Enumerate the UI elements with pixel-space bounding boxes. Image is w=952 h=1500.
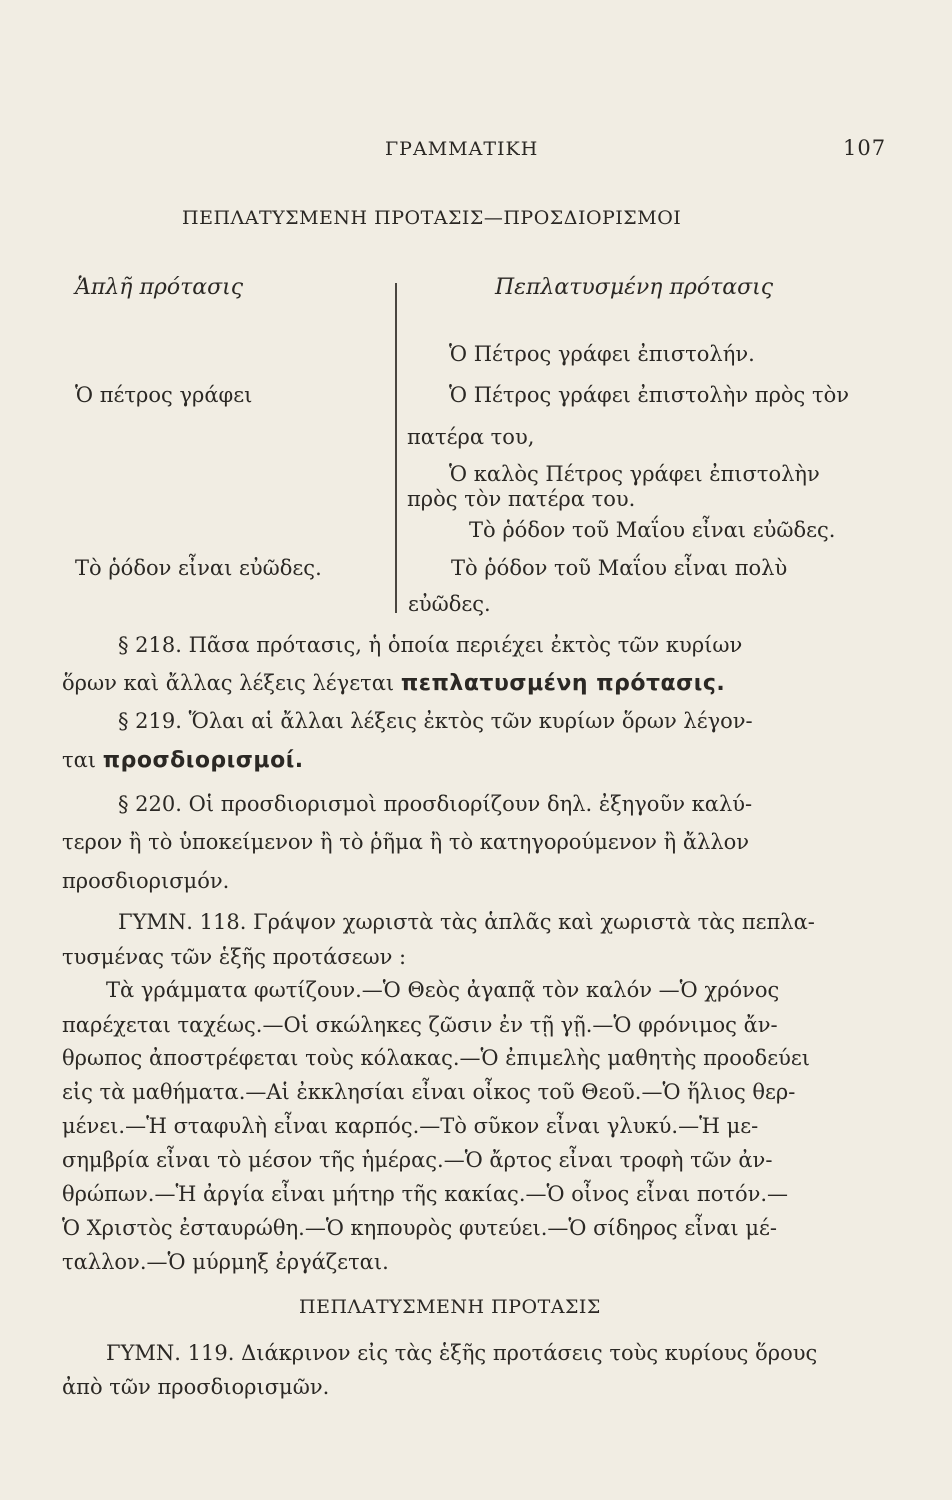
simple-sentence: Τὸ ῥόδον εἶναι εὐῶδες. (75, 556, 322, 580)
exercise-118-line: Τὰ γράμματα φωτίζουν.—Ὁ Θεὸς ἀγαπᾷ τὸν καλόν —Ὁ χρόνος (106, 978, 780, 1002)
exercise-118-line: θρώπων.—Ἡ ἀργία εἶναι μήτηρ τῆς κακίας.—Ὁ οἶνος εἶναι ποτόν.— (62, 1182, 789, 1206)
extended-sentence: εὐῶδες. (408, 592, 491, 616)
running-header: ΓΡΑΜΜΑΤΙΚΗ (385, 138, 539, 160)
left-column-heading: Ἁπλῆ πρότασις (75, 275, 244, 300)
exercise-119-line: ἀπὸ τῶν προσδιορισμῶν. (62, 1375, 330, 1399)
simple-sentence: Ὁ πέτρος γράφει (75, 383, 253, 407)
right-column-heading: Πεπλατυσμένη πρότασις (495, 275, 774, 300)
section-2-title: ΠΕΠΛΑΤΥΣΜΕΝΗ ΠΡΟΤΑΣΙΣ (299, 1296, 601, 1318)
exercise-118-line: παρέχεται ταχέως.—Οἱ σκώληκες ζῶσιν ἐν τῇ γῇ.—Ὁ φρόνιμος ἄν- (62, 1013, 778, 1037)
paragraph-218-text: ὅρων καὶ ἄλλας λέξεις λέγεται (62, 671, 395, 695)
paragraph-218-line (62, 671, 725, 696)
extended-sentence: Ὁ Πέτρος γράφει ἐπιστολὴν πρὸς τὸν (449, 383, 850, 407)
exercise-118-line: θρωπος ἀποστρέφεται τοὺς κόλακας.—Ὁ ἐπιμελὴς μαθητὴς προοδεύει (62, 1046, 810, 1070)
exercise-118-line: ΓΥΜΝ. 118. Γράψον χωριστὰ τὰς ἁπλᾶς καὶ χωριστὰ τὰς πεπλα- (118, 910, 815, 934)
paragraph-219-line (62, 748, 304, 773)
paragraph-220-line: τερον ἢ τὸ ὑποκείμενον ἢ τὸ ῥῆμα ἢ τὸ κατηγορούμενον ἢ ἄλλον (62, 830, 750, 854)
exercise-118-line: ταλλον.—Ὁ μύρμηξ ἐργάζεται. (62, 1250, 389, 1274)
extended-sentence: Τὸ ῥόδον τοῦ Μαΐου εἶναι εὐῶδες. (469, 518, 836, 542)
term-modifiers: προσδιορισμοί. (102, 748, 304, 773)
extended-sentence: πρὸς τὸν πατέρα του. (407, 487, 636, 511)
paragraph-219-line: § 219. Ὅλαι αἱ ἄλλαι λέξεις ἐκτὸς τῶν κυρίων ὅρων λέγον- (118, 709, 753, 733)
extended-sentence: Ὁ καλὸς Πέτρος γράφει ἐπιστολὴν (449, 462, 820, 486)
extended-sentence: Τὸ ῥόδον τοῦ Μαΐου εἶναι πολὺ (451, 556, 788, 580)
column-divider (395, 283, 397, 613)
exercise-118-line: τυσμένας τῶν ἑξῆς προτάσεων : (62, 945, 407, 969)
paragraph-219-text: ται (62, 748, 97, 772)
term-extended-sentence: πεπλατυσμένη πρότασις. (400, 671, 726, 696)
exercise-118-line: σημβρία εἶναι τὸ μέσον τῆς ἡμέρας.—Ὁ ἄρτος εἶναι τροφὴ τῶν ἀν- (62, 1148, 773, 1172)
extended-sentence: Ὁ Πέτρος γράφει ἐπιστολήν. (449, 342, 755, 366)
section-title: ΠΕΠΛΑΤΥΣΜΕΝΗ ΠΡΟΤΑΣΙΣ—ΠΡΟΣΔΙΟΡΙΣΜΟΙ (182, 207, 682, 229)
page-number: 107 (843, 136, 887, 160)
paragraph-220-line: § 220. Οἱ προσδιορισμοὶ προσδιορίζουν δηλ. ἐξηγοῦν καλύ- (118, 792, 753, 816)
exercise-118-line: εἰς τὰ μαθήματα.—Αἱ ἐκκλησίαι εἶναι οἶκος τοῦ Θεοῦ.—Ὁ ἥλιος θερ- (62, 1080, 796, 1104)
exercise-119-line: ΓΥΜΝ. 119. Διάκρινον εἰς τὰς ἑξῆς προτάσεις τοὺς κυρίους ὅρους (106, 1341, 818, 1365)
extended-sentence: πατέρα του, (407, 425, 535, 449)
paragraph-220-line: προσδιορισμόν. (62, 869, 230, 893)
exercise-118-line: Ὁ Χριστὸς ἐσταυρώθη.—Ὁ κηπουρὸς φυτεύει.—Ὁ σίδηρος εἶναι μέ- (62, 1216, 777, 1240)
exercise-118-line: μένει.—Ἡ σταφυλὴ εἶναι καρπός.—Τὸ σῦκον εἶναι γλυκύ.—Ἡ με- (62, 1114, 759, 1138)
paragraph-218-line: § 218. Πᾶσα πρότασις, ἡ ὁποία περιέχει ἐκτὸς τῶν κυρίων (118, 633, 743, 657)
